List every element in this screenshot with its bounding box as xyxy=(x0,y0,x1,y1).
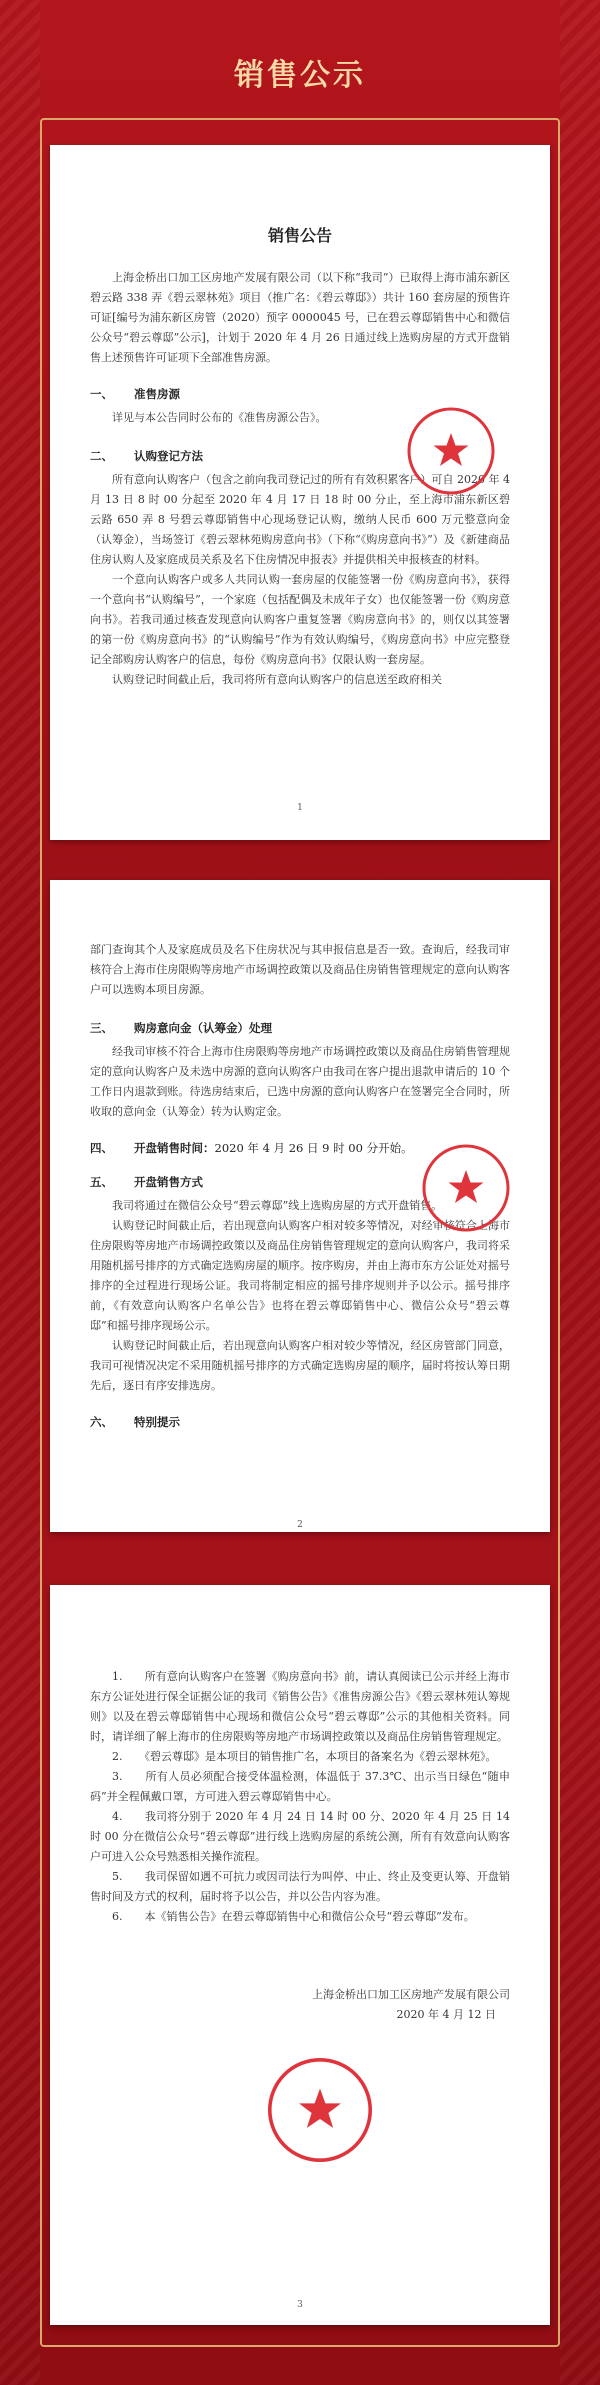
company-seal xyxy=(405,405,497,497)
notice-item-4: 4. 我司将分别于 2020 年 4 月 24 日 14 时 00 分、2020 年 4 月 25 日 14 时 00 分在微信公众号“碧云尊邸”进行线上选购房屋的系统公测，所有有效意向认购客户可进入公众号熟悉相关操作流程。 xyxy=(90,1810,510,1863)
section-4-value: 2020 年 4 月 26 日 9 时 00 分开始。 xyxy=(214,1141,413,1155)
section-1-heading xyxy=(90,386,510,402)
banner-title: 销售公示 xyxy=(234,58,366,93)
document-page-1 xyxy=(50,145,550,840)
notice-item-3: 3. 所有人员必须配合接受体温检测，体温低于 37.3℃、出示当日绿色“随申码”并全程佩戴口罩，方可进入碧云尊邸销售中心。 xyxy=(90,1770,510,1803)
section-3-paragraph: 经我司审核不符合上海市住房限购等房地产市场调控政策以及商品住房销售管理规定的意向认购客户及未选中房源的意向认购客户由我司在客户提出退款申请后的 10 个工作日内退款到账。待选房结束后，已选中房源的意向认购客户在签署完全合同时，所收取的意向金（认筹金）转为认购定金。 xyxy=(90,1045,510,1118)
notice-item-2: 2. 《碧云尊邸》是本项目的销售推广名，本项目的备案名为《碧云翠林苑》。 xyxy=(112,1750,497,1763)
section-5-paragraph-3: 认购登记时间截止后，若出现意向认购客户相对较少等情况，经区房管部门同意，我司可视情况决定不采用随机摇号排序的方式确定选购房屋的顺序，届时将按认筹日期先后，逐日有序安排选房。 xyxy=(90,1339,510,1392)
document-page-3 xyxy=(50,1585,550,2325)
section-4-number: 四、 xyxy=(90,1141,113,1155)
section-5-paragraph-1: 我司将通过在微信公众号“碧云尊邸”线上选购房屋的方式开盘销售。 xyxy=(112,1199,443,1212)
notice-item-1: 1. 所有意向认购客户在签署《购房意向书》前，请认真阅读已公示并经上海市东方公证处进行保全证据公证的我司《销售公告》《准售房源公告》《碧云翠林苑认筹规则》以及在碧云尊邸销售中心现场和微信公众号“碧云尊邸”公示的其他相关资料。同时，请详细了解上海市的住房限购等房地产市场调控政策以及商品住房销售管理规定。 xyxy=(90,1670,510,1743)
document-title: 销售公告 xyxy=(267,226,332,245)
section-2-paragraph-3: 认购登记时间截止后，我司将所有意向认购客户的信息送至政府相关 xyxy=(112,673,442,686)
section-2-paragraph-1: 所有意向认购客户（包含之前向我司登记过的所有有效积累客户）可自 2020 年 4 月 13 日 8 时 00 分起至 2020 年 4 月 17 日 18 时 00 分止，至上海市浦东新区碧云路 650 弄 8 号碧云尊邸销售中心现场登记认购，缴纳人民币 600 万元整意向金（认筹金），当场签订《碧云翠林苑购房意向书》（下称“《购房意向书》”）及《新建商品住房认购人及家庭成员关系及名下住房情况申报表》并提供相关申报核查的材料。 xyxy=(90,473,510,566)
continued-paragraph: 部门查询其个人及家庭成员及名下住房状况与其申报信息是否一致。查询后，经我司审核符合上海市住房限购等房地产市场调控政策以及商品住房销售管理规定的意向认购客户可以选购本项目房源。 xyxy=(90,943,510,996)
edge-pattern-right xyxy=(560,0,600,2385)
section-1-title: 准售房源 xyxy=(134,387,180,401)
section-5-number: 五、 xyxy=(90,1175,113,1189)
section-4-title: 开盘销售时间： xyxy=(134,1141,215,1155)
section-3-number: 三、 xyxy=(90,1021,113,1035)
page-number-3: 3 xyxy=(297,2300,303,2310)
section-1-number: 一、 xyxy=(90,387,113,401)
section-1-paragraph: 详见与本公告同时公布的《准售房源公告》。 xyxy=(112,411,327,424)
notice-item-6: 6. 本《销售公告》在碧云尊邸销售中心和微信公众号“碧云尊邸”发布。 xyxy=(112,1910,475,1923)
page-number-2: 2 xyxy=(297,1520,303,1530)
signature-date: 2020 年 4 月 12 日 xyxy=(396,2008,496,2021)
section-5-paragraph-2: 认购登记时间截止后，若出现意向认购客户相对较多等情况，对经审核符合上海市住房限购等房地产市场调控政策以及商品住房销售管理规定的意向认购客户，我司将采用随机摇号排序的方式确定选购房屋的顺序。按序购房，并由上海市东方公证处对摇号排序的全过程进行现场公证。我司将制定相应的摇号排序规则并予以公示。摇号排序前，《有效意向认购客户名单公告》也将在碧云尊邸销售中心、微信公众号“碧云尊邸”和摇号排序现场公示。 xyxy=(90,1219,510,1332)
company-seal xyxy=(420,1142,512,1234)
section-3-title: 购房意向金（认筹金）处理 xyxy=(134,1021,272,1035)
section-6-heading xyxy=(90,1414,510,1430)
signature-company: 上海金桥出口加工区房地产发展有限公司 xyxy=(312,1988,510,2001)
section-3-heading xyxy=(90,1020,510,1036)
section-6-title: 特别提示 xyxy=(134,1415,180,1429)
intro-paragraph: 上海金桥出口加工区房地产发展有限公司（以下称“我司”）已取得上海市浦东新区碧云路 338 弄《碧云翠林苑》项目（推广名：《碧云尊邸》）共计 160 套房屋的预售许可证[编号为浦东新区房管（2020）预字 0000045 号，已在碧云尊邸销售中心和微信公众号“碧云尊邸”公示]，计划于 2020 年 4 月 26 日通过线上选购房屋的方式开盘销售上述预售许可证项下全部准售房源。 xyxy=(90,271,510,364)
section-6-number: 六、 xyxy=(90,1415,113,1429)
section-2-paragraph-2: 一个意向认购客户或多人共同认购一套房屋的仅能签署一份《购房意向书》，获得一个意向书“认购编号”，一个家庭（包括配偶及未成年子女）也仅能签署一份《购房意向书》。若我司通过核查发现意向认购客户重复签署《购房意向书》的，则仅以其签署的第一份《购房意向书》的“认购编号”作为有效认购编号，《购房意向书》中应完整登记全部购房认购客户的信息，每份《购房意向书》仅限认购一套房屋。 xyxy=(90,573,510,666)
company-seal xyxy=(265,2055,375,2165)
notice-item-5: 5. 我司保留如遇不可抗力或因司法行为叫停、中止、终止及变更认筹、开盘销售时间及方式的权利，届时将予以公告，并以公告内容为准。 xyxy=(90,1870,510,1903)
document-page-2 xyxy=(50,880,550,1532)
section-2-title: 认购登记方法 xyxy=(134,449,203,463)
page-number-1: 1 xyxy=(297,803,303,813)
section-5-title: 开盘销售方式 xyxy=(134,1175,203,1189)
edge-pattern-left xyxy=(0,0,40,2385)
section-2-number: 二、 xyxy=(90,449,113,463)
